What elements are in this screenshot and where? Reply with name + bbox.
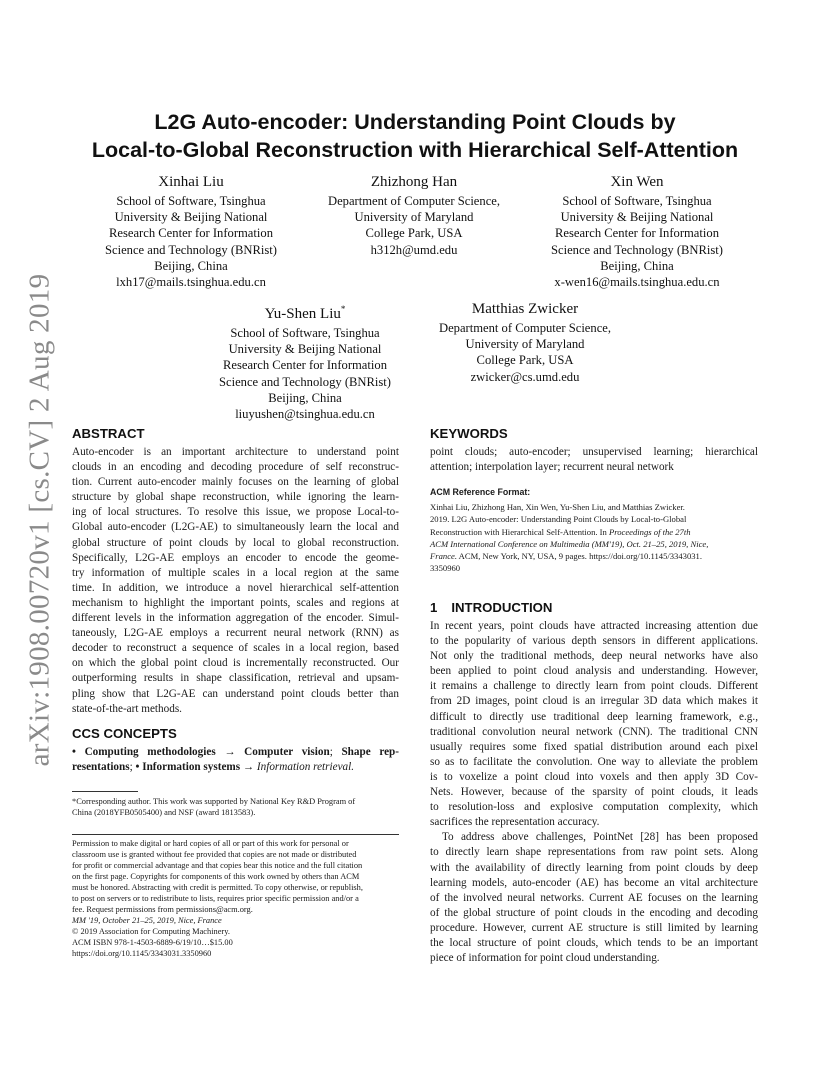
author-name: Xin Wen [610, 174, 664, 190]
conference-line: MM '19, October 21–25, 2019, Nice, France [72, 916, 222, 925]
acm-reference-text: Reconstruction with Hierarchical Self-Attention. In [430, 526, 609, 537]
author-affiliation-line: University & Beijing National [228, 342, 382, 357]
intro-line: so as to facilitate the convolution. One way to alleviate the problem [430, 755, 758, 768]
intro-line: piece of information for point cloud understanding. [430, 952, 660, 965]
author-email: h312h@umd.edu [370, 242, 458, 257]
author-email: liuyushen@tsinghua.edu.cn [235, 407, 375, 422]
acm-reference-line [430, 526, 758, 538]
section-title: INTRODUCTION [451, 600, 553, 615]
abstract-line: ing of local structures. To resolve this issue, we propose Local-to- [72, 506, 399, 519]
intro-line: is to voxelize a point cloud into voxels and then apply 3D Cov- [430, 770, 758, 783]
footnote-line: China (2018YFB0505400) and NSF (award 1813583). [72, 808, 256, 817]
intro-line: Nets. However, because of the sparsity of point clouds, it leads [430, 786, 758, 799]
acm-reference-section [430, 486, 758, 575]
intro-line: Not only the traditional methods, deep neural networks have also [430, 650, 758, 663]
author-email: x-wen16@mails.tsinghua.edu.cn [554, 275, 720, 290]
section-number: 1 [430, 600, 438, 615]
ccs-section [72, 725, 399, 775]
introduction-body [430, 619, 758, 966]
abstract-line: try information of multiple scales in a local region at the same [72, 566, 399, 579]
abstract-line: different levels in the information aggregation of the encoder. Simul- [72, 612, 399, 625]
author-affiliation-line: Beijing, China [268, 390, 342, 405]
keywords-section [430, 425, 758, 475]
footnote [72, 796, 399, 818]
ccs-separator: ; [129, 761, 136, 774]
author-name: Matthias Zwicker [471, 301, 579, 317]
ccs-concept: • Information systems → [135, 761, 255, 774]
author-affiliation-line: Research Center for Information [108, 226, 273, 241]
author-name: Yu-Shen Liu [264, 306, 341, 322]
author-name-row [200, 299, 410, 324]
abstract-line: pling show that L2G-AE can understand point clouds better than [72, 687, 399, 700]
keywords-body [430, 445, 758, 475]
introduction-section [430, 599, 758, 966]
abstract-line: decoder to reconstruct a sequence of scales in a local region, based [72, 642, 399, 655]
intro-line: from 2D images, point cloud is an irregular 3D data which makes it [430, 695, 758, 708]
intro-line: To address above challenges, PointNet [28] has been proposed [442, 831, 758, 844]
permission-line: classroom use is granted without fee provided that copies are not made or distributed [72, 850, 357, 859]
intro-line: been applied to point cloud analysis and understanding. However, [430, 665, 758, 678]
abstract-line: Global auto-encoder (L2G-AE) to simultaneously learn the local and [72, 521, 399, 534]
author-affiliation-line: Department of Computer Science, [438, 321, 612, 335]
acm-reference-line: ACM International Conference on Multimedia (MM'19), Oct. 21–25, 2019, Nice, [430, 538, 709, 549]
arxiv-stamp-text: arXiv:1908.00720v1 [cs.CV] 2 Aug 2019 [23, 273, 56, 767]
author-block-matthias-zwicker [420, 299, 630, 385]
author-block-xinhai-liu [90, 172, 292, 290]
abstract-line: state-of-the-art methods. [72, 702, 182, 715]
author-affiliation-line: Beijing, China [600, 258, 674, 273]
author-affiliation-line: Beijing, China [154, 258, 228, 273]
permission-rule [72, 834, 399, 835]
isbn-line: ACM ISBN 978-1-4503-6889-6/19/10…$15.00 [72, 938, 233, 947]
author-email: zwicker@cs.umd.edu [470, 369, 580, 384]
intro-line: it remains a challenge to directly learn from point clouds. Different [430, 680, 758, 693]
ccs-concept-italic: Information retrieval. [254, 761, 355, 774]
intro-line: learning models, auto-encoder (AE) has become an vital architecture [430, 876, 758, 889]
abstract-line: Auto-encoder is an important architecture to understand point [72, 446, 399, 458]
author-block-zhizhong-han [313, 172, 515, 258]
permission-line: for profit or commercial advantage and that copies bear this notice and the full citation [72, 861, 363, 870]
intro-line: procedure. However, current AE structure is still limited by learning [430, 921, 758, 934]
ccs-body [72, 745, 399, 775]
author-affiliation-line: College Park, USA [476, 353, 574, 368]
acm-reference-heading: ACM Reference Format: [430, 487, 531, 497]
abstract-line: global structure of point clouds by local to global reconstruction. [72, 536, 399, 549]
copyright-line: © 2019 Association for Computing Machinery. [72, 927, 230, 936]
intro-line: the local structure of point clouds, which tends to be an important [430, 936, 758, 949]
author-affiliation-line: College Park, USA [365, 226, 463, 241]
introduction-heading [430, 599, 758, 617]
ccs-heading: CCS CONCEPTS [72, 726, 177, 741]
intro-line: to resolution-loss and explosive computation complexity, which [430, 801, 758, 814]
footnote-rule [72, 791, 138, 792]
acm-reference-italic: France. [430, 551, 457, 562]
author-name: Zhizhong Han [370, 174, 458, 190]
abstract-line: Specifically, L2G-AE employs an encoder to encode the geome- [72, 551, 399, 564]
paper-title [60, 108, 770, 164]
author-affiliation-line: University of Maryland [354, 210, 474, 225]
abstract-line: outperforming results in shape classification, retrieval and upsam- [72, 672, 399, 685]
ccs-concept: • Computing methodologies → Computer vision [72, 746, 330, 758]
keywords-line: attention; interpolation layer; recurrent neural network [430, 461, 674, 474]
permission-line: must be honored. Abstracting with credit is permitted. To copy otherwise, or republish, [72, 883, 363, 892]
permission-line: fee. Request permissions from permissions@acm.org. [72, 905, 253, 914]
intro-line: usually requires some fixed spatial distribution around each pixel [430, 740, 758, 753]
acm-reference-line [430, 550, 758, 562]
author-affiliation-line: Research Center for Information [554, 226, 719, 241]
intro-line: traditional convolution neural network (CNN). The traditional CNN [430, 725, 758, 738]
author-affiliation-line: Department of Computer Science, [327, 194, 501, 208]
corresponding-author-mark: * [340, 304, 346, 314]
acm-reference-line: Xinhai Liu, Zhizhong Han, Xin Wen, Yu-Shen Liu, and Matthias Zwicker. [430, 502, 685, 512]
acm-reference-italic: Proceedings of the 27th [608, 526, 691, 537]
ccs-separator: ; [329, 746, 342, 758]
intro-line: difficult to directly use traditional deep learning framework, e.g., [430, 710, 758, 723]
author-block-xin-wen [536, 172, 738, 290]
title-line-1: L2G Auto-encoder: Understanding Point Clouds by [154, 110, 676, 134]
keywords-line: point clouds; auto-encoder; unsupervised learning; hierarchical [430, 446, 758, 458]
abstract-line: mechanism to highlight the important points, scales and regions at [72, 596, 399, 609]
abstract-line: on which the global point cloud is incrementally reconstructed. Our [72, 657, 399, 670]
author-name: Xinhai Liu [158, 174, 224, 190]
abstract-line: time. In addition, we introduce a novel hierarchical self-attention [72, 581, 399, 594]
footnote-line: *Corresponding author. This work was supported by National Key R&D Program of [72, 797, 356, 806]
acm-reference-body [430, 501, 758, 575]
ccs-concept: resentations [72, 761, 130, 774]
abstract-line: clouds in an encoding and decoding procedure of self reconstruc- [72, 461, 399, 474]
intro-line: of the global structure of point clouds in the encoding and decoding [430, 906, 758, 919]
author-affiliation-line: University of Maryland [465, 337, 585, 352]
intro-line: to directly learn shape representations from raw point sets. Along [430, 846, 758, 859]
permission-line: Permission to make digital or hard copies of all or part of this work for personal or [72, 839, 349, 848]
intro-line: of the involved neural networks. Current AE focuses on the learning [430, 891, 758, 904]
permission-block [72, 838, 399, 959]
author-affiliation-line: School of Software, Tsinghua [230, 326, 380, 340]
acm-reference-text: ACM, New York, NY, USA, 9 pages. https://doi.org/10.1145/3343031. [456, 551, 702, 562]
title-line-2: Local-to-Global Reconstruction with Hierarchical Self-Attention [91, 138, 739, 162]
intro-line: to the popularity of various depth sensors in different applications. [430, 635, 758, 648]
author-affiliation-line: Research Center for Information [222, 358, 387, 373]
abstract-heading: ABSTRACT [72, 426, 145, 441]
author-affiliation-line: Science and Technology (BNRist) [104, 242, 277, 257]
ccs-line [72, 745, 399, 760]
abstract-body [72, 445, 399, 717]
author-affiliation-line: University & Beijing National [560, 210, 714, 225]
intro-line: with the availability of directly learning from point clouds by deep [430, 861, 758, 874]
abstract-line: structure by global shape reconstruction, while ignoring the learn- [72, 491, 399, 504]
author-email: lxh17@mails.tsinghua.edu.cn [116, 275, 266, 290]
author-affiliation-line: School of Software, Tsinghua [116, 194, 266, 208]
author-block-yu-shen-liu [200, 299, 410, 422]
keywords-heading: KEYWORDS [430, 426, 508, 441]
abstract-line: tion. Current auto-encoder mainly focuses on the learning of global [72, 476, 399, 489]
permission-line: to post on servers or to redistribute to lists, requires prior specific permission and/or a [72, 894, 359, 903]
acm-reference-line: 2019. L2G Auto-encoder: Understanding Point Clouds by Local-to-Global [430, 514, 687, 525]
author-affiliation-line: University & Beijing National [114, 210, 268, 225]
ccs-concept: Shape rep- [341, 746, 400, 758]
doi-link[interactable]: https://doi.org/10.1145/3343031.3350960 [72, 949, 212, 958]
author-affiliation-line: School of Software, Tsinghua [562, 194, 712, 208]
author-affiliation-line: Science and Technology (BNRist) [550, 242, 723, 257]
intro-line: In recent years, point clouds have attracted increasing attention due [430, 620, 758, 632]
ccs-line [72, 760, 399, 775]
acm-reference-line: 3350960 [430, 563, 461, 574]
abstract-line: taneously, L2G-AE employs a recurrent neural network (RNN) as [72, 627, 399, 640]
abstract-section [72, 425, 399, 717]
intro-line: sacrifices the representation accuracy. [430, 816, 600, 829]
author-affiliation-line: Science and Technology (BNRist) [218, 374, 391, 389]
permission-line: on the first page. Copyrights for components of this work owned by others than ACM [72, 872, 360, 881]
